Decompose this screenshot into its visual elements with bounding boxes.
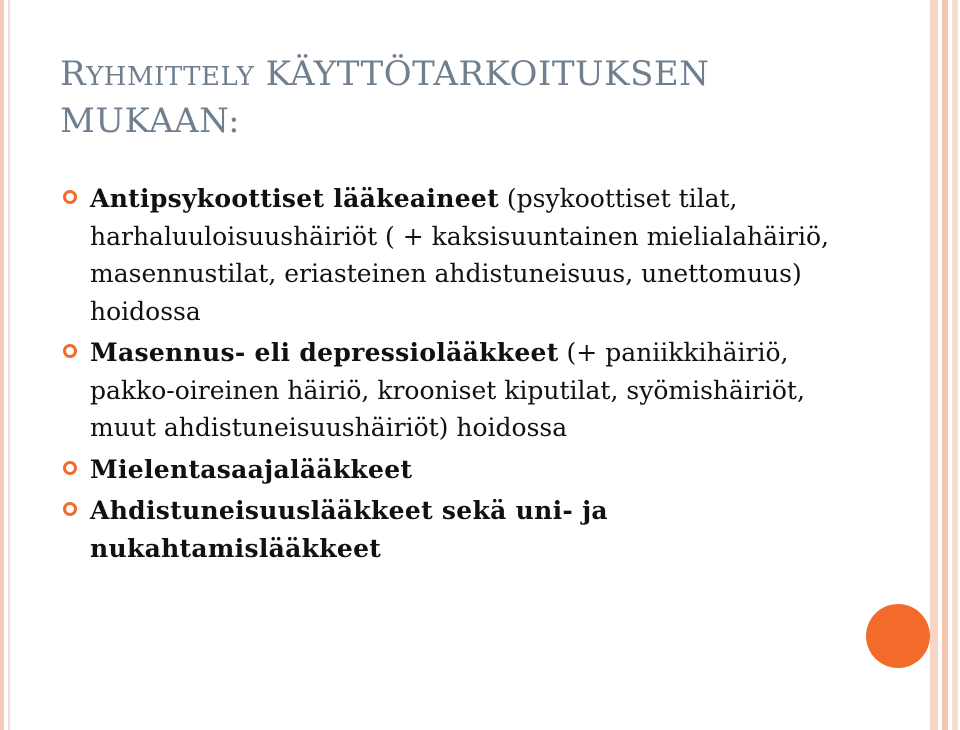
open-circle-bullet-icon xyxy=(62,343,78,359)
left-decorative-stripe-thin xyxy=(8,0,10,730)
title-first-rest: YHMITTELY xyxy=(86,62,255,92)
item-bold-text: Ahdistuneisuuslääkkeet sekä uni- ja nukahtamislääkkeet xyxy=(90,496,608,563)
list-item xyxy=(62,492,862,567)
slide-title xyxy=(60,52,880,143)
orange-circle-decoration xyxy=(866,604,930,668)
left-decorative-stripe xyxy=(0,0,4,730)
item-bold-text: Mielentasaajalääkkeet xyxy=(90,454,413,484)
right-decorative-stripe xyxy=(930,0,938,730)
item-text: (+ paniikkihäiriö, pakko-oireinen häiriö, krooniset kiputilat, syömishäiriöt, muut ahdistuneisuushäiriöt) hoidossa xyxy=(90,338,805,442)
open-circle-bullet-icon xyxy=(62,501,78,517)
open-circle-bullet-icon xyxy=(62,460,78,476)
list-item xyxy=(62,451,862,489)
open-circle-bullet-icon xyxy=(62,189,78,205)
item-bold-text: Antipsykoottiset lääkeaineet xyxy=(90,184,499,213)
right-decorative-stripe-middle xyxy=(942,0,948,730)
item-bold-text: Masennus- eli depressiolääkkeet xyxy=(90,338,559,367)
bullet-list xyxy=(62,180,862,571)
list-item xyxy=(62,334,862,447)
title-first-cap: R xyxy=(60,54,87,94)
title-rest: KÄYTTÖTARKOITUKSEN MUKAAN: xyxy=(60,54,710,141)
list-item xyxy=(62,180,862,330)
right-decorative-stripe-outer xyxy=(952,0,958,730)
item-text: (psykoottiset tilat, harhaluuloisuushäiriöt ( + kaksisuuntainen mielialahäiriö, masennustilat, eriasteinen ahdistuneisuus, unettomuus) hoidossa xyxy=(90,184,829,326)
